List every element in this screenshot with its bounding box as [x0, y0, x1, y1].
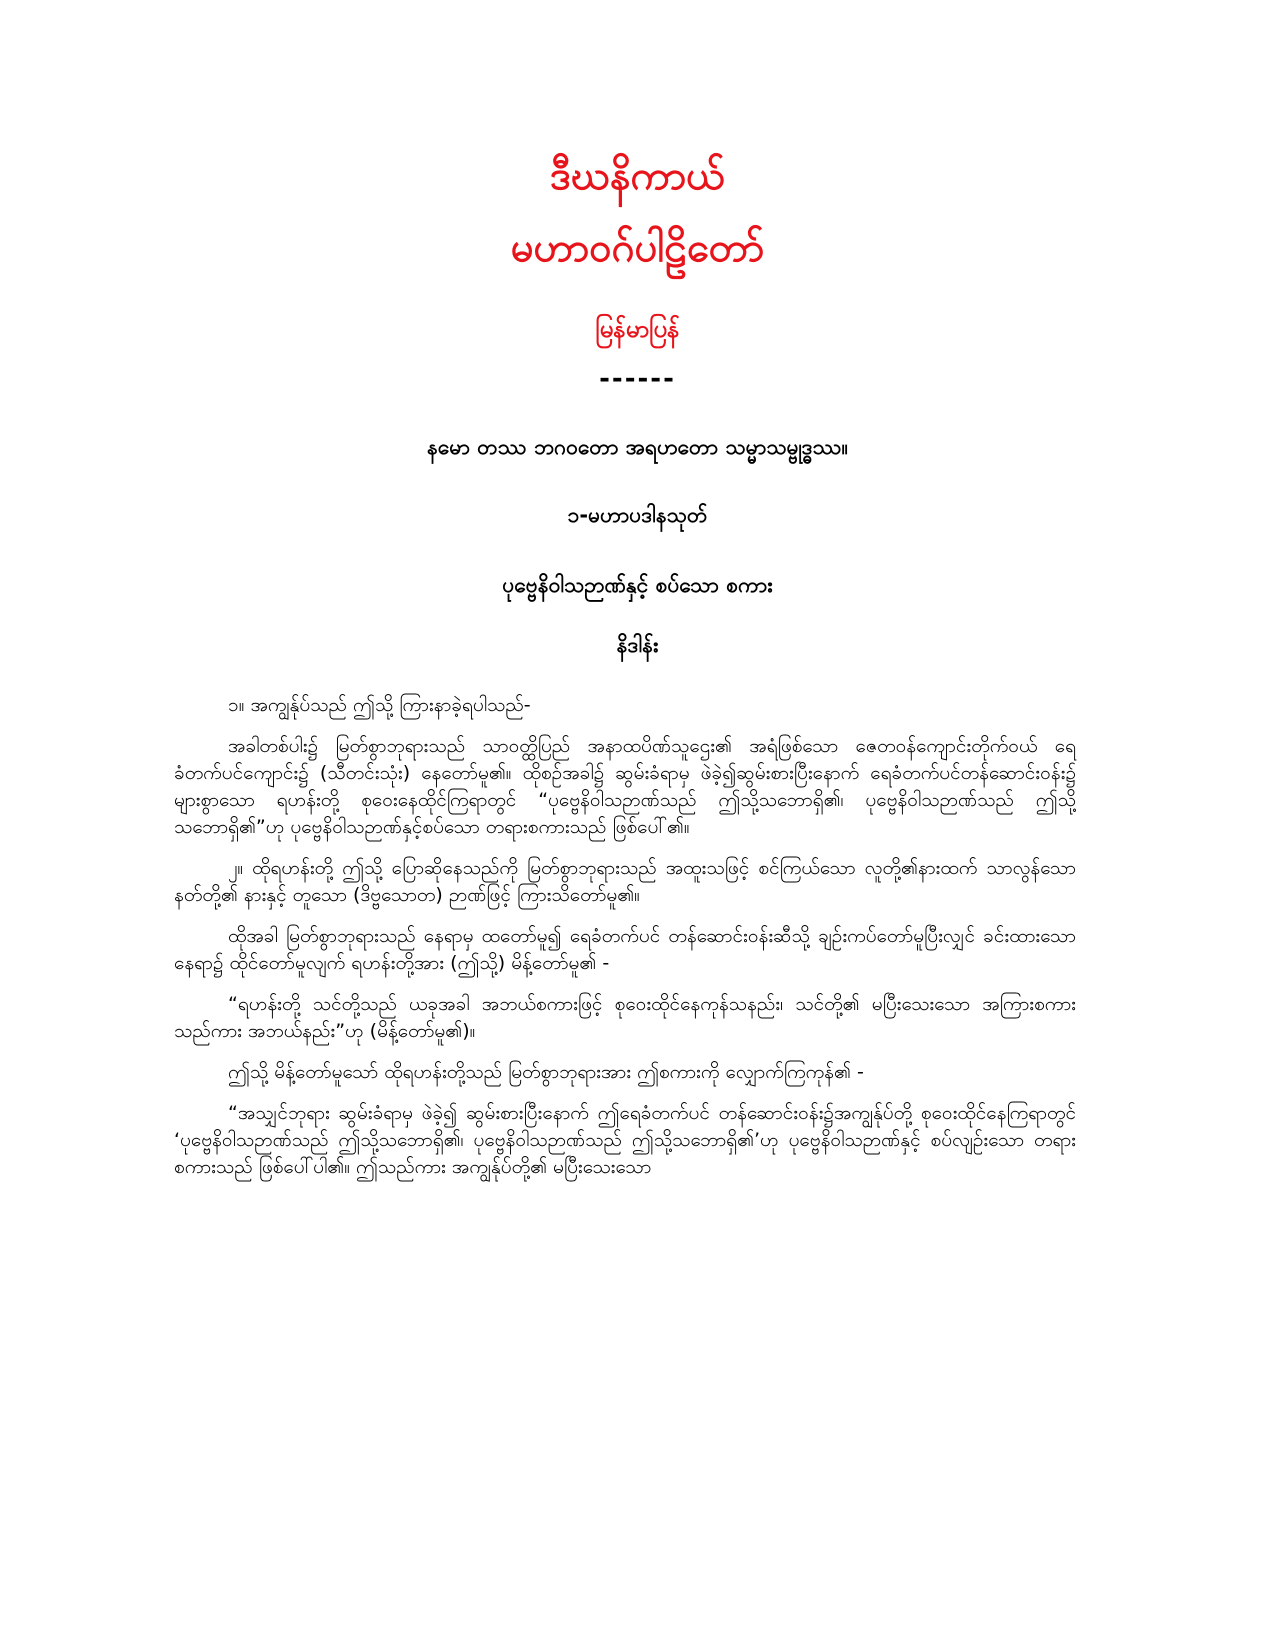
subtitle: မြန်မာပြန်: [595, 315, 680, 343]
namo-heading: နမော တဿ ဘဂဝတော အရဟတော သမ္မာသမ္ဗုဒ္ဓဿ။: [427, 435, 848, 459]
paragraph: အခါတစ်ပါး၌ မြတ်စွာဘုရားသည် သာဝတ္ထိပြည် အနာထပိဏ်သူဌေး၏ အရံဖြစ်သော ဇေတဝန်ကျောင်းတိုက်ဝယ် ရေခံတက်ပင်ကျောင်း၌ (သီတင်းသုံး) နေတော်မူ၏။ ထိုစဉ်အခါ၌ ဆွမ်းခံရာမှ ဖဲခဲ့၍ဆွမ်းစားပြီးနောက် ရေခံတက်ပင်တန်ဆောင်းဝန်း၌ များစွာသော ရဟန်းတို့ စုဝေးနေထိုင်ကြရာတွင် “ပုဗ္ဗေနိဝါသဉာဏ်သည် ဤသို့သဘောရှိ၏၊ ပုဗ္ဗေနိဝါသဉာဏ်သည် ဤသို့သဘောရှိ၏”ဟု ပုဗ္ဗေနိဝါသဉာဏ်နှင့်စပ်သော တရားစကားသည် ဖြစ်ပေါ်၏။: [174, 735, 1076, 838]
topic-heading: ပုဗ္ဗေနိဝါသဉာဏ်နှင့် စပ်သော စကား: [502, 573, 773, 597]
body-text: [174, 692, 1076, 1195]
sutta-heading: ၁-မဟာပဒါနသုတ်: [567, 503, 708, 527]
title-line-2: မဟာဝဂ်ပါဠိတော်: [510, 225, 765, 271]
paragraph: ၁။ အကျွန်ုပ်သည် ဤသို့ ကြားနာခဲ့ရပါသည်-: [228, 694, 531, 716]
separator-line: ------: [599, 364, 676, 394]
paragraph: ၂။ ထိုရဟန်းတို့ ဤသို့ ပြောဆိုနေသည်ကို မြတ်စွာဘုရားသည် အထူးသဖြင့် စင်ကြယ်သော လူတို့၏နားထက် သာလွန်သော နတ်တို့၏ နားနှင့် တူသော (ဒိဗ္ဗသောတ) ဉာဏ်ဖြင့် ကြားသိတော်မူ၏။: [174, 857, 1076, 906]
nidana-heading: နိဒါန်း: [616, 633, 659, 657]
title-line-1: ဒီဃနိကာယ်: [550, 153, 725, 199]
paragraph: ထိုအခါ မြတ်စွာဘုရားသည် နေရာမှ ထတော်မူ၍ ရေခံတက်ပင် တန်ဆောင်းဝန်းဆီသို့ ချဉ်းကပ်တော်မူပြီးလျှင် ခင်းထားသော နေရာ၌ ထိုင်တော်မူလျက် ရဟန်းတို့အား (ဤသို့) မိန့်တော်မူ၏ -: [174, 925, 1076, 974]
paragraph: “ရဟန်းတို့ သင်တို့သည် ယခုအခါ အဘယ်စကားဖြင့် စုဝေးထိုင်နေကုန်သနည်း၊ သင်တို့၏ မပြီးသေးသော အကြားစကား သည်ကား အဘယ်နည်း”ဟု (မိန့်တော်မူ၏)။: [174, 993, 1076, 1042]
paragraph: “အသျှင်ဘုရား ဆွမ်းခံရာမှ ဖဲခဲ့၍ ဆွမ်းစားပြီးနောက် ဤရေခံတက်ပင် တန်ဆောင်းဝန်း၌အကျွန်ုပ်တို့ စုဝေးထိုင်နေကြရာတွင် ‘ပုဗ္ဗေနိဝါသဉာဏ်သည် ဤသို့သဘောရှိ၏၊ ပုဗ္ဗေနိဝါသဉာဏ်သည် ဤသို့သဘောရှိ၏’ဟု ပုဗ္ဗေနိဝါသဉာဏ်နှင့် စပ်လျဉ်းသော တရားစကားသည် ဖြစ်ပေါ်ပါ၏။ ဤသည်ကား အကျွန်ုပ်တို့၏ မပြီးသေးသော: [174, 1102, 1076, 1178]
paragraph: ဤသို့ မိန့်တော်မူသော် ထိုရဟန်းတို့သည် မြတ်စွာဘုရားအား ဤစကားကို လျှောက်ကြကုန်၏ -: [228, 1061, 864, 1083]
